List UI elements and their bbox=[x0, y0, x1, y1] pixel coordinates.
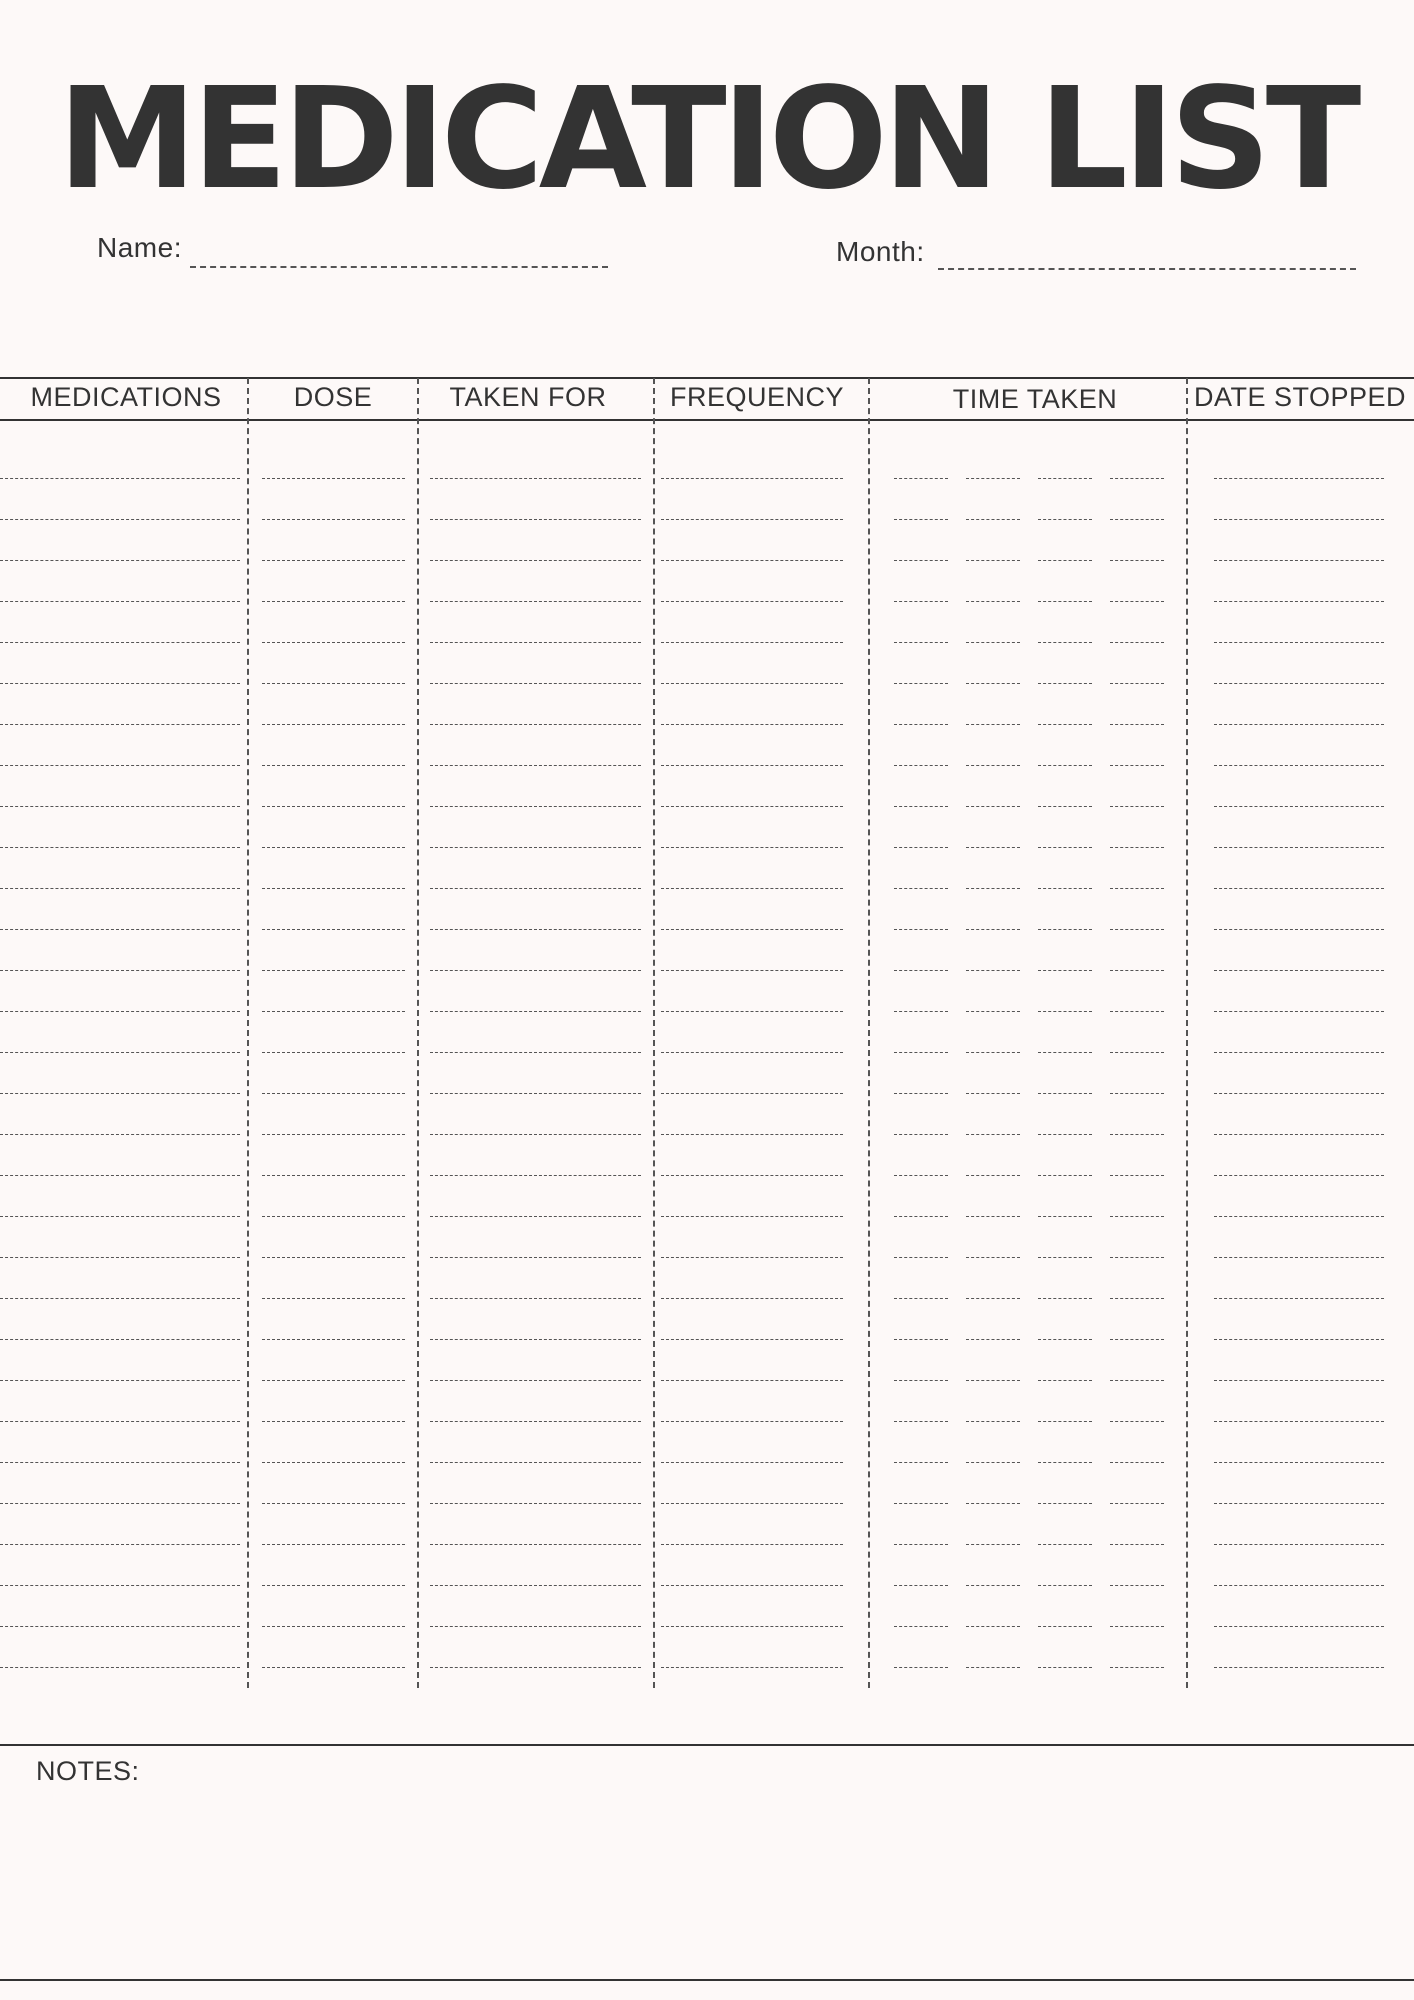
medications-field[interactable] bbox=[0, 1380, 240, 1381]
medications-field[interactable] bbox=[0, 560, 240, 561]
taken-for-field[interactable] bbox=[430, 1052, 641, 1053]
time-taken-field[interactable] bbox=[1038, 683, 1092, 684]
taken-for-field[interactable] bbox=[430, 1339, 641, 1340]
time-taken-field[interactable] bbox=[1110, 929, 1164, 930]
notes-top-rule bbox=[0, 1744, 1414, 1746]
time-taken-field[interactable] bbox=[894, 1093, 948, 1094]
medications-field[interactable] bbox=[0, 1462, 240, 1463]
time-taken-field[interactable] bbox=[1038, 1298, 1092, 1299]
medications-field[interactable] bbox=[0, 1503, 240, 1504]
time-taken-field[interactable] bbox=[894, 1216, 948, 1217]
time-taken-field[interactable] bbox=[1038, 806, 1092, 807]
notes-label: NOTES: bbox=[36, 1756, 140, 1786]
time-taken-field[interactable] bbox=[894, 888, 948, 889]
medications-field[interactable] bbox=[0, 888, 240, 889]
month-field[interactable] bbox=[938, 268, 1356, 270]
time-taken-field[interactable] bbox=[1038, 642, 1092, 643]
medications-field[interactable] bbox=[0, 765, 240, 766]
frequency-field[interactable] bbox=[661, 847, 843, 848]
column-header-dose: DOSE bbox=[293, 382, 373, 412]
time-taken-field[interactable] bbox=[894, 1011, 948, 1012]
frequency-field[interactable] bbox=[661, 560, 843, 561]
medications-field[interactable] bbox=[0, 1667, 240, 1668]
taken-for-field[interactable] bbox=[430, 1257, 641, 1258]
time-taken-field[interactable] bbox=[894, 1339, 948, 1340]
time-taken-field[interactable] bbox=[966, 519, 1020, 520]
dose-field[interactable] bbox=[262, 1052, 405, 1053]
time-taken-field[interactable] bbox=[966, 1175, 1020, 1176]
dose-field[interactable] bbox=[262, 765, 405, 766]
medications-field[interactable] bbox=[0, 1585, 240, 1586]
time-taken-field[interactable] bbox=[1110, 1216, 1164, 1217]
medications-field[interactable] bbox=[0, 1421, 240, 1422]
time-taken-field[interactable] bbox=[1110, 642, 1164, 643]
dose-field[interactable] bbox=[262, 1380, 405, 1381]
frequency-field[interactable] bbox=[661, 1421, 843, 1422]
time-taken-field[interactable] bbox=[966, 1298, 1020, 1299]
medications-field[interactable] bbox=[0, 601, 240, 602]
date-stopped-field[interactable] bbox=[1214, 806, 1384, 807]
medications-field[interactable] bbox=[0, 683, 240, 684]
time-taken-field[interactable] bbox=[894, 970, 948, 971]
medications-field[interactable] bbox=[0, 1339, 240, 1340]
time-taken-field[interactable] bbox=[1038, 888, 1092, 889]
medications-field[interactable] bbox=[0, 1216, 240, 1217]
frequency-field[interactable] bbox=[661, 888, 843, 889]
time-taken-field[interactable] bbox=[1038, 560, 1092, 561]
taken-for-field[interactable] bbox=[430, 1298, 641, 1299]
time-taken-field[interactable] bbox=[1110, 888, 1164, 889]
time-taken-field[interactable] bbox=[894, 519, 948, 520]
taken-for-field[interactable] bbox=[430, 1380, 641, 1381]
time-taken-field[interactable] bbox=[894, 1421, 948, 1422]
time-taken-field[interactable] bbox=[1038, 970, 1092, 971]
frequency-field[interactable] bbox=[661, 724, 843, 725]
frequency-field[interactable] bbox=[661, 1503, 843, 1504]
table-header-bottom-rule bbox=[0, 419, 1414, 421]
dose-field[interactable] bbox=[262, 970, 405, 971]
time-taken-field[interactable] bbox=[1038, 1626, 1092, 1627]
time-taken-field[interactable] bbox=[894, 806, 948, 807]
time-taken-field[interactable] bbox=[966, 847, 1020, 848]
frequency-field[interactable] bbox=[661, 1462, 843, 1463]
dose-field[interactable] bbox=[262, 888, 405, 889]
time-taken-field[interactable] bbox=[894, 847, 948, 848]
time-taken-field[interactable] bbox=[894, 1503, 948, 1504]
dose-field[interactable] bbox=[262, 1093, 405, 1094]
time-taken-field[interactable] bbox=[1110, 519, 1164, 520]
frequency-field[interactable] bbox=[661, 478, 843, 479]
time-taken-field[interactable] bbox=[1110, 806, 1164, 807]
dose-field[interactable] bbox=[262, 519, 405, 520]
time-taken-field[interactable] bbox=[1110, 970, 1164, 971]
dose-field[interactable] bbox=[262, 560, 405, 561]
time-taken-field[interactable] bbox=[1110, 847, 1164, 848]
time-taken-field[interactable] bbox=[1038, 1011, 1092, 1012]
time-taken-field[interactable] bbox=[966, 1585, 1020, 1586]
time-taken-field[interactable] bbox=[966, 1134, 1020, 1135]
medications-field[interactable] bbox=[0, 1011, 240, 1012]
column-divider bbox=[247, 378, 249, 1688]
column-divider bbox=[417, 378, 419, 1688]
time-taken-field[interactable] bbox=[1038, 765, 1092, 766]
time-taken-field[interactable] bbox=[1110, 601, 1164, 602]
dose-field[interactable] bbox=[262, 1667, 405, 1668]
frequency-field[interactable] bbox=[661, 765, 843, 766]
time-taken-field[interactable] bbox=[966, 478, 1020, 479]
dose-field[interactable] bbox=[262, 1339, 405, 1340]
time-taken-field[interactable] bbox=[1110, 683, 1164, 684]
frequency-field[interactable] bbox=[661, 601, 843, 602]
time-taken-field[interactable] bbox=[1110, 1011, 1164, 1012]
time-taken-field[interactable] bbox=[894, 683, 948, 684]
date-stopped-field[interactable] bbox=[1214, 560, 1384, 561]
date-stopped-field[interactable] bbox=[1214, 970, 1384, 971]
time-taken-field[interactable] bbox=[1038, 1667, 1092, 1668]
time-taken-field[interactable] bbox=[966, 1093, 1020, 1094]
time-taken-field[interactable] bbox=[966, 1626, 1020, 1627]
medications-field[interactable] bbox=[0, 478, 240, 479]
time-taken-field[interactable] bbox=[966, 1257, 1020, 1258]
taken-for-field[interactable] bbox=[430, 1503, 641, 1504]
time-taken-field[interactable] bbox=[966, 560, 1020, 561]
taken-for-field[interactable] bbox=[430, 478, 641, 479]
date-stopped-field[interactable] bbox=[1214, 929, 1384, 930]
column-header-taken-for: TAKEN FOR bbox=[449, 382, 607, 412]
time-taken-field[interactable] bbox=[1038, 1216, 1092, 1217]
date-stopped-field[interactable] bbox=[1214, 1011, 1384, 1012]
frequency-field[interactable] bbox=[661, 1011, 843, 1012]
notes-bottom-rule bbox=[0, 1979, 1414, 1981]
taken-for-field[interactable] bbox=[430, 1462, 641, 1463]
time-taken-field[interactable] bbox=[966, 1421, 1020, 1422]
medications-field[interactable] bbox=[0, 1134, 240, 1135]
dose-field[interactable] bbox=[262, 806, 405, 807]
taken-for-field[interactable] bbox=[430, 1011, 641, 1012]
time-taken-field[interactable] bbox=[894, 1257, 948, 1258]
time-taken-field[interactable] bbox=[966, 765, 1020, 766]
time-taken-field[interactable] bbox=[966, 806, 1020, 807]
column-header-date-stopped: DATE STOPPED bbox=[1193, 382, 1407, 412]
medications-field[interactable] bbox=[0, 970, 240, 971]
time-taken-field[interactable] bbox=[1110, 1257, 1164, 1258]
time-taken-field[interactable] bbox=[894, 765, 948, 766]
taken-for-field[interactable] bbox=[430, 1134, 641, 1135]
date-stopped-field[interactable] bbox=[1214, 1216, 1384, 1217]
medications-field[interactable] bbox=[0, 1544, 240, 1545]
time-taken-field[interactable] bbox=[1038, 519, 1092, 520]
time-taken-field[interactable] bbox=[1038, 1380, 1092, 1381]
date-stopped-field[interactable] bbox=[1214, 1298, 1384, 1299]
date-stopped-field[interactable] bbox=[1214, 1544, 1384, 1545]
frequency-field[interactable] bbox=[661, 1380, 843, 1381]
time-taken-field[interactable] bbox=[1110, 765, 1164, 766]
taken-for-field[interactable] bbox=[430, 888, 641, 889]
frequency-field[interactable] bbox=[661, 519, 843, 520]
date-stopped-field[interactable] bbox=[1214, 478, 1384, 479]
date-stopped-field[interactable] bbox=[1214, 1093, 1384, 1094]
dose-field[interactable] bbox=[262, 1175, 405, 1176]
time-taken-field[interactable] bbox=[966, 1667, 1020, 1668]
date-stopped-field[interactable] bbox=[1214, 1503, 1384, 1504]
taken-for-field[interactable] bbox=[430, 642, 641, 643]
time-taken-field[interactable] bbox=[894, 478, 948, 479]
dose-field[interactable] bbox=[262, 847, 405, 848]
time-taken-field[interactable] bbox=[966, 929, 1020, 930]
time-taken-field[interactable] bbox=[1038, 1339, 1092, 1340]
time-taken-field[interactable] bbox=[1110, 1421, 1164, 1422]
time-taken-field[interactable] bbox=[894, 1544, 948, 1545]
dose-field[interactable] bbox=[262, 1462, 405, 1463]
time-taken-field[interactable] bbox=[1038, 1257, 1092, 1258]
frequency-field[interactable] bbox=[661, 1585, 843, 1586]
frequency-field[interactable] bbox=[661, 1052, 843, 1053]
taken-for-field[interactable] bbox=[430, 601, 641, 602]
time-taken-field[interactable] bbox=[1038, 1175, 1092, 1176]
dose-field[interactable] bbox=[262, 683, 405, 684]
time-taken-field[interactable] bbox=[1110, 1339, 1164, 1340]
time-taken-field[interactable] bbox=[966, 1380, 1020, 1381]
time-taken-field[interactable] bbox=[1038, 1421, 1092, 1422]
taken-for-field[interactable] bbox=[430, 1093, 641, 1094]
date-stopped-field[interactable] bbox=[1214, 683, 1384, 684]
column-header-frequency: FREQUENCY bbox=[669, 382, 844, 412]
date-stopped-field[interactable] bbox=[1214, 1626, 1384, 1627]
medications-field[interactable] bbox=[0, 847, 240, 848]
dose-field[interactable] bbox=[262, 601, 405, 602]
taken-for-field[interactable] bbox=[430, 929, 641, 930]
taken-for-field[interactable] bbox=[430, 847, 641, 848]
frequency-field[interactable] bbox=[661, 683, 843, 684]
time-taken-field[interactable] bbox=[966, 1011, 1020, 1012]
taken-for-field[interactable] bbox=[430, 724, 641, 725]
time-taken-field[interactable] bbox=[1110, 1298, 1164, 1299]
dose-field[interactable] bbox=[262, 1503, 405, 1504]
time-taken-field[interactable] bbox=[1110, 1544, 1164, 1545]
taken-for-field[interactable] bbox=[430, 1544, 641, 1545]
time-taken-field[interactable] bbox=[966, 970, 1020, 971]
time-taken-field[interactable] bbox=[966, 1339, 1020, 1340]
medications-field[interactable] bbox=[0, 1298, 240, 1299]
frequency-field[interactable] bbox=[661, 642, 843, 643]
time-taken-field[interactable] bbox=[966, 1052, 1020, 1053]
time-taken-field[interactable] bbox=[1038, 1462, 1092, 1463]
time-taken-field[interactable] bbox=[894, 1175, 948, 1176]
time-taken-field[interactable] bbox=[1110, 478, 1164, 479]
time-taken-field[interactable] bbox=[966, 1544, 1020, 1545]
time-taken-field[interactable] bbox=[894, 1298, 948, 1299]
frequency-field[interactable] bbox=[661, 1298, 843, 1299]
medications-field[interactable] bbox=[0, 724, 240, 725]
time-taken-field[interactable] bbox=[1038, 724, 1092, 725]
date-stopped-field[interactable] bbox=[1214, 1421, 1384, 1422]
time-taken-field[interactable] bbox=[894, 929, 948, 930]
time-taken-field[interactable] bbox=[894, 1585, 948, 1586]
frequency-field[interactable] bbox=[661, 1339, 843, 1340]
date-stopped-field[interactable] bbox=[1214, 1667, 1384, 1668]
frequency-field[interactable] bbox=[661, 806, 843, 807]
time-taken-field[interactable] bbox=[1038, 601, 1092, 602]
frequency-field[interactable] bbox=[661, 1257, 843, 1258]
dose-field[interactable] bbox=[262, 724, 405, 725]
date-stopped-field[interactable] bbox=[1214, 1339, 1384, 1340]
medications-field[interactable] bbox=[0, 929, 240, 930]
dose-field[interactable] bbox=[262, 478, 405, 479]
taken-for-field[interactable] bbox=[430, 1175, 641, 1176]
time-taken-field[interactable] bbox=[966, 642, 1020, 643]
time-taken-field[interactable] bbox=[1110, 1626, 1164, 1627]
dose-field[interactable] bbox=[262, 1421, 405, 1422]
taken-for-field[interactable] bbox=[430, 1216, 641, 1217]
taken-for-field[interactable] bbox=[430, 519, 641, 520]
frequency-field[interactable] bbox=[661, 1544, 843, 1545]
month-label: Month: bbox=[836, 236, 925, 267]
time-taken-field[interactable] bbox=[966, 1216, 1020, 1217]
medications-field[interactable] bbox=[0, 1626, 240, 1627]
dose-field[interactable] bbox=[262, 929, 405, 930]
time-taken-field[interactable] bbox=[1110, 1380, 1164, 1381]
dose-field[interactable] bbox=[262, 1585, 405, 1586]
table-header-top-rule bbox=[0, 377, 1414, 379]
date-stopped-field[interactable] bbox=[1214, 642, 1384, 643]
time-taken-field[interactable] bbox=[966, 724, 1020, 725]
time-taken-field[interactable] bbox=[1038, 1134, 1092, 1135]
column-header-medications: MEDICATIONS bbox=[30, 382, 222, 412]
date-stopped-field[interactable] bbox=[1214, 1585, 1384, 1586]
frequency-field[interactable] bbox=[661, 929, 843, 930]
dose-field[interactable] bbox=[262, 1626, 405, 1627]
time-taken-field[interactable] bbox=[1110, 1175, 1164, 1176]
time-taken-field[interactable] bbox=[894, 1667, 948, 1668]
medications-field[interactable] bbox=[0, 1093, 240, 1094]
time-taken-field[interactable] bbox=[1038, 847, 1092, 848]
date-stopped-field[interactable] bbox=[1214, 888, 1384, 889]
time-taken-field[interactable] bbox=[1038, 1544, 1092, 1545]
frequency-field[interactable] bbox=[661, 1216, 843, 1217]
dose-field[interactable] bbox=[262, 1134, 405, 1135]
time-taken-field[interactable] bbox=[1110, 1052, 1164, 1053]
time-taken-field[interactable] bbox=[966, 1503, 1020, 1504]
date-stopped-field[interactable] bbox=[1214, 1462, 1384, 1463]
dose-field[interactable] bbox=[262, 1257, 405, 1258]
medications-field[interactable] bbox=[0, 519, 240, 520]
column-header-time-taken: TIME TAKEN bbox=[952, 384, 1118, 414]
time-taken-field[interactable] bbox=[966, 601, 1020, 602]
medications-field[interactable] bbox=[0, 1052, 240, 1053]
time-taken-field[interactable] bbox=[894, 1134, 948, 1135]
frequency-field[interactable] bbox=[661, 1093, 843, 1094]
taken-for-field[interactable] bbox=[430, 1585, 641, 1586]
time-taken-field[interactable] bbox=[1038, 1585, 1092, 1586]
name-label: Name: bbox=[97, 232, 182, 263]
time-taken-field[interactable] bbox=[1038, 1503, 1092, 1504]
time-taken-field[interactable] bbox=[1110, 1585, 1164, 1586]
date-stopped-field[interactable] bbox=[1214, 1052, 1384, 1053]
time-taken-field[interactable] bbox=[894, 724, 948, 725]
frequency-field[interactable] bbox=[661, 1667, 843, 1668]
taken-for-field[interactable] bbox=[430, 765, 641, 766]
time-taken-field[interactable] bbox=[894, 1052, 948, 1053]
time-taken-field[interactable] bbox=[966, 1462, 1020, 1463]
time-taken-field[interactable] bbox=[1038, 1052, 1092, 1053]
taken-for-field[interactable] bbox=[430, 1667, 641, 1668]
name-field[interactable] bbox=[190, 266, 608, 268]
frequency-field[interactable] bbox=[661, 1626, 843, 1627]
time-taken-field[interactable] bbox=[1110, 724, 1164, 725]
time-taken-field[interactable] bbox=[894, 1380, 948, 1381]
time-taken-field[interactable] bbox=[966, 888, 1020, 889]
date-stopped-field[interactable] bbox=[1214, 519, 1384, 520]
medications-field[interactable] bbox=[0, 806, 240, 807]
dose-field[interactable] bbox=[262, 1298, 405, 1299]
time-taken-field[interactable] bbox=[1038, 478, 1092, 479]
time-taken-field[interactable] bbox=[1110, 1134, 1164, 1135]
column-divider bbox=[868, 378, 870, 1688]
frequency-field[interactable] bbox=[661, 970, 843, 971]
frequency-field[interactable] bbox=[661, 1134, 843, 1135]
date-stopped-field[interactable] bbox=[1214, 1257, 1384, 1258]
time-taken-field[interactable] bbox=[1110, 1503, 1164, 1504]
time-taken-field[interactable] bbox=[1110, 560, 1164, 561]
date-stopped-field[interactable] bbox=[1214, 1134, 1384, 1135]
time-taken-field[interactable] bbox=[894, 560, 948, 561]
time-taken-field[interactable] bbox=[894, 1462, 948, 1463]
time-taken-field[interactable] bbox=[1110, 1667, 1164, 1668]
taken-for-field[interactable] bbox=[430, 806, 641, 807]
time-taken-field[interactable] bbox=[1038, 1093, 1092, 1094]
time-taken-field[interactable] bbox=[894, 1626, 948, 1627]
dose-field[interactable] bbox=[262, 1216, 405, 1217]
dose-field[interactable] bbox=[262, 1544, 405, 1545]
page-title: MEDICATION LIST bbox=[57, 58, 1357, 221]
taken-for-field[interactable] bbox=[430, 1421, 641, 1422]
medications-field[interactable] bbox=[0, 1175, 240, 1176]
date-stopped-field[interactable] bbox=[1214, 724, 1384, 725]
time-taken-field[interactable] bbox=[894, 642, 948, 643]
column-divider bbox=[1186, 378, 1188, 1688]
time-taken-field[interactable] bbox=[894, 601, 948, 602]
time-taken-field[interactable] bbox=[1110, 1462, 1164, 1463]
medications-field[interactable] bbox=[0, 642, 240, 643]
date-stopped-field[interactable] bbox=[1214, 765, 1384, 766]
frequency-field[interactable] bbox=[661, 1175, 843, 1176]
time-taken-field[interactable] bbox=[966, 683, 1020, 684]
medications-field[interactable] bbox=[0, 1257, 240, 1258]
time-taken-field[interactable] bbox=[1110, 1093, 1164, 1094]
taken-for-field[interactable] bbox=[430, 560, 641, 561]
taken-for-field[interactable] bbox=[430, 1626, 641, 1627]
time-taken-field[interactable] bbox=[1038, 929, 1092, 930]
date-stopped-field[interactable] bbox=[1214, 601, 1384, 602]
date-stopped-field[interactable] bbox=[1214, 1175, 1384, 1176]
date-stopped-field[interactable] bbox=[1214, 847, 1384, 848]
taken-for-field[interactable] bbox=[430, 683, 641, 684]
taken-for-field[interactable] bbox=[430, 970, 641, 971]
dose-field[interactable] bbox=[262, 642, 405, 643]
date-stopped-field[interactable] bbox=[1214, 1380, 1384, 1381]
dose-field[interactable] bbox=[262, 1011, 405, 1012]
column-divider bbox=[653, 378, 655, 1688]
